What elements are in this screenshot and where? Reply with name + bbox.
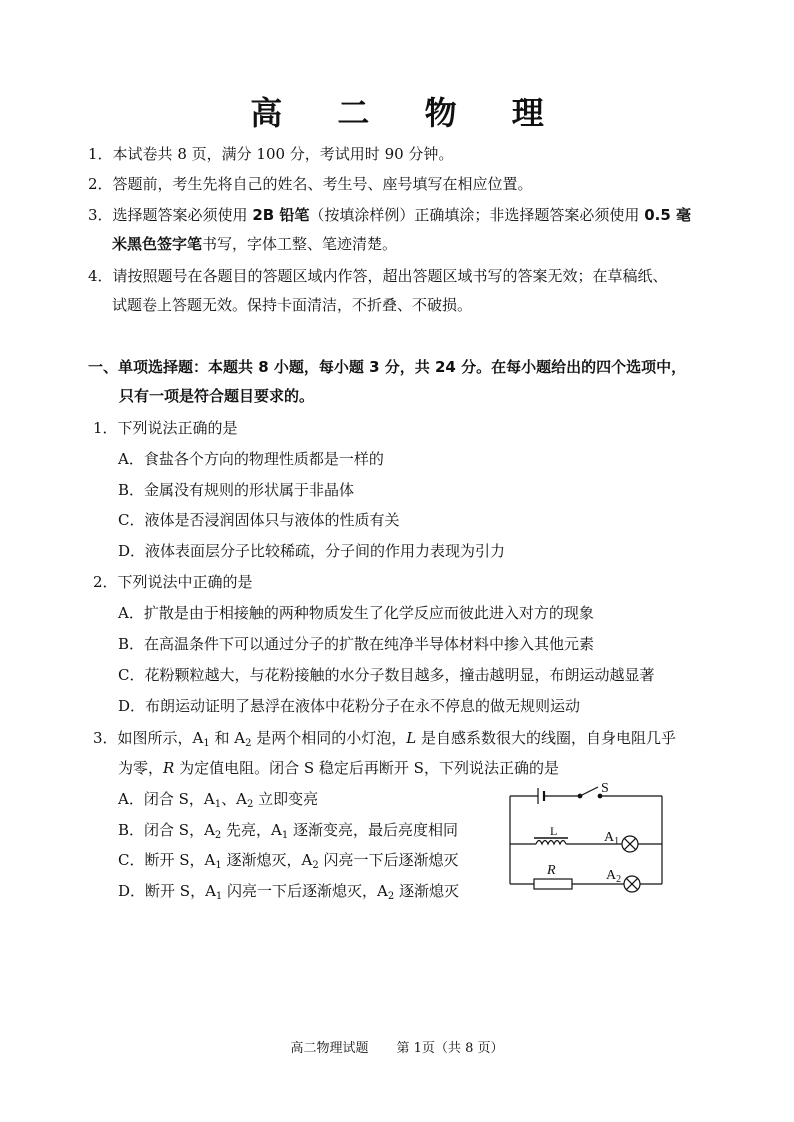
question-3-option-c: C．断开 S，$A_1$ 逐渐熄灭，$A_2$ 闪亮一下后逐渐熄灭 bbox=[118, 851, 459, 871]
instruction-1: 1．本试卷共 8 页，满分 100 分，考试用时 90 分钟。 bbox=[88, 145, 454, 163]
question-1-option-b: B．金属没有规则的形状属于非晶体 bbox=[118, 481, 355, 499]
instruction-4-cont: 试题卷上答题无效。保持卡面清洁，不折叠、不破损。 bbox=[112, 296, 473, 314]
question-3-option-a: A．闭合 S，$A_1$、$A_2$ 立即变亮 bbox=[118, 790, 319, 810]
lamp-a2-label: $A_2$ bbox=[606, 868, 622, 885]
question-1-option-a: A．食盐各个方向的物理性质都是一样的 bbox=[118, 450, 384, 468]
section-heading-cont: 只有一项是符合题目要求的。 bbox=[119, 387, 315, 405]
question-2-option-a: A．扩散是由于相接触的两种物质发生了化学反应而彼此进入对方的现象 bbox=[118, 604, 594, 622]
page-title: 高 二 物 理 bbox=[250, 94, 566, 132]
lamp-a1-label: $A_1$ bbox=[604, 830, 620, 847]
switch-label: S bbox=[601, 781, 609, 796]
instruction-4: 4．请按照题号在各题目的答题区域内作答，超出答题区域书写的答案无效；在草稿纸、 bbox=[88, 267, 668, 285]
switch-blade bbox=[580, 787, 598, 796]
page-footer bbox=[0, 1037, 794, 1056]
resistor-label: R bbox=[547, 863, 556, 878]
inductor-label: L bbox=[550, 824, 558, 838]
question-3-stem-cont: 为零，R 为定值电阻。闭合 S 稳定后再断开 S，下列说法正确的是 bbox=[118, 759, 559, 777]
question-3-stem: 3．如图所示，$A_1$ 和 $A_2$ 是两个相同的小灯泡，L 是自感系数很大的线圈，自身电阻几乎 bbox=[93, 729, 677, 749]
instruction-3-cont: 米黑色签字笔书写，字体工整、笔迹清楚。 bbox=[112, 235, 398, 253]
circuit-diagram bbox=[500, 778, 680, 898]
question-2-option-b: B．在高温条件下可以通过分子的扩散在纯净半导体材料中掺入其他元素 bbox=[118, 635, 595, 653]
question-1-option-c: C．液体是否浸润固体只与液体的性质有关 bbox=[118, 511, 400, 529]
instruction-3: 3．选择题答案必须使用 2B 铅笔（按填涂样例）正确填涂；非选择题答案必须使用 0.5 毫 bbox=[88, 206, 691, 224]
inductor-coil bbox=[536, 841, 566, 845]
resistor bbox=[534, 879, 572, 889]
question-1-option-d: D．液体表面层分子比较稀疏，分子间的作用力表现为引力 bbox=[118, 542, 506, 560]
instruction-2: 2．答题前，考生先将自己的姓名、考生号、座号填写在相应位置。 bbox=[88, 175, 533, 193]
question-3-option-d: D．断开 S，$A_1$ 闪亮一下后逐渐熄灭，$A_2$ 逐渐熄灭 bbox=[118, 882, 460, 902]
footer-title: 高二物理试题 bbox=[290, 1041, 369, 1056]
footer-page-number: 第 1页（共 8 页） bbox=[396, 1041, 504, 1056]
question-3-option-b: B．闭合 S，$A_2$ 先亮，$A_1$ 逐渐变亮，最后亮度相同 bbox=[118, 821, 459, 841]
section-heading: 一、单项选择题：本题共 8 小题，每小题 3 分，共 24 分。在每小题给出的四个选项中， bbox=[88, 358, 687, 376]
question-2-option-c: C．花粉颗粒越大，与花粉接触的水分子数目越多，撞击越明显，布朗运动越显著 bbox=[118, 666, 655, 684]
question-1-stem: 1．下列说法正确的是 bbox=[93, 419, 238, 437]
question-2-option-d: D．布朗运动证明了悬浮在液体中花粉分子在永不停息的做无规则运动 bbox=[118, 697, 581, 715]
question-2-stem: 2．下列说法中正确的是 bbox=[93, 573, 253, 591]
